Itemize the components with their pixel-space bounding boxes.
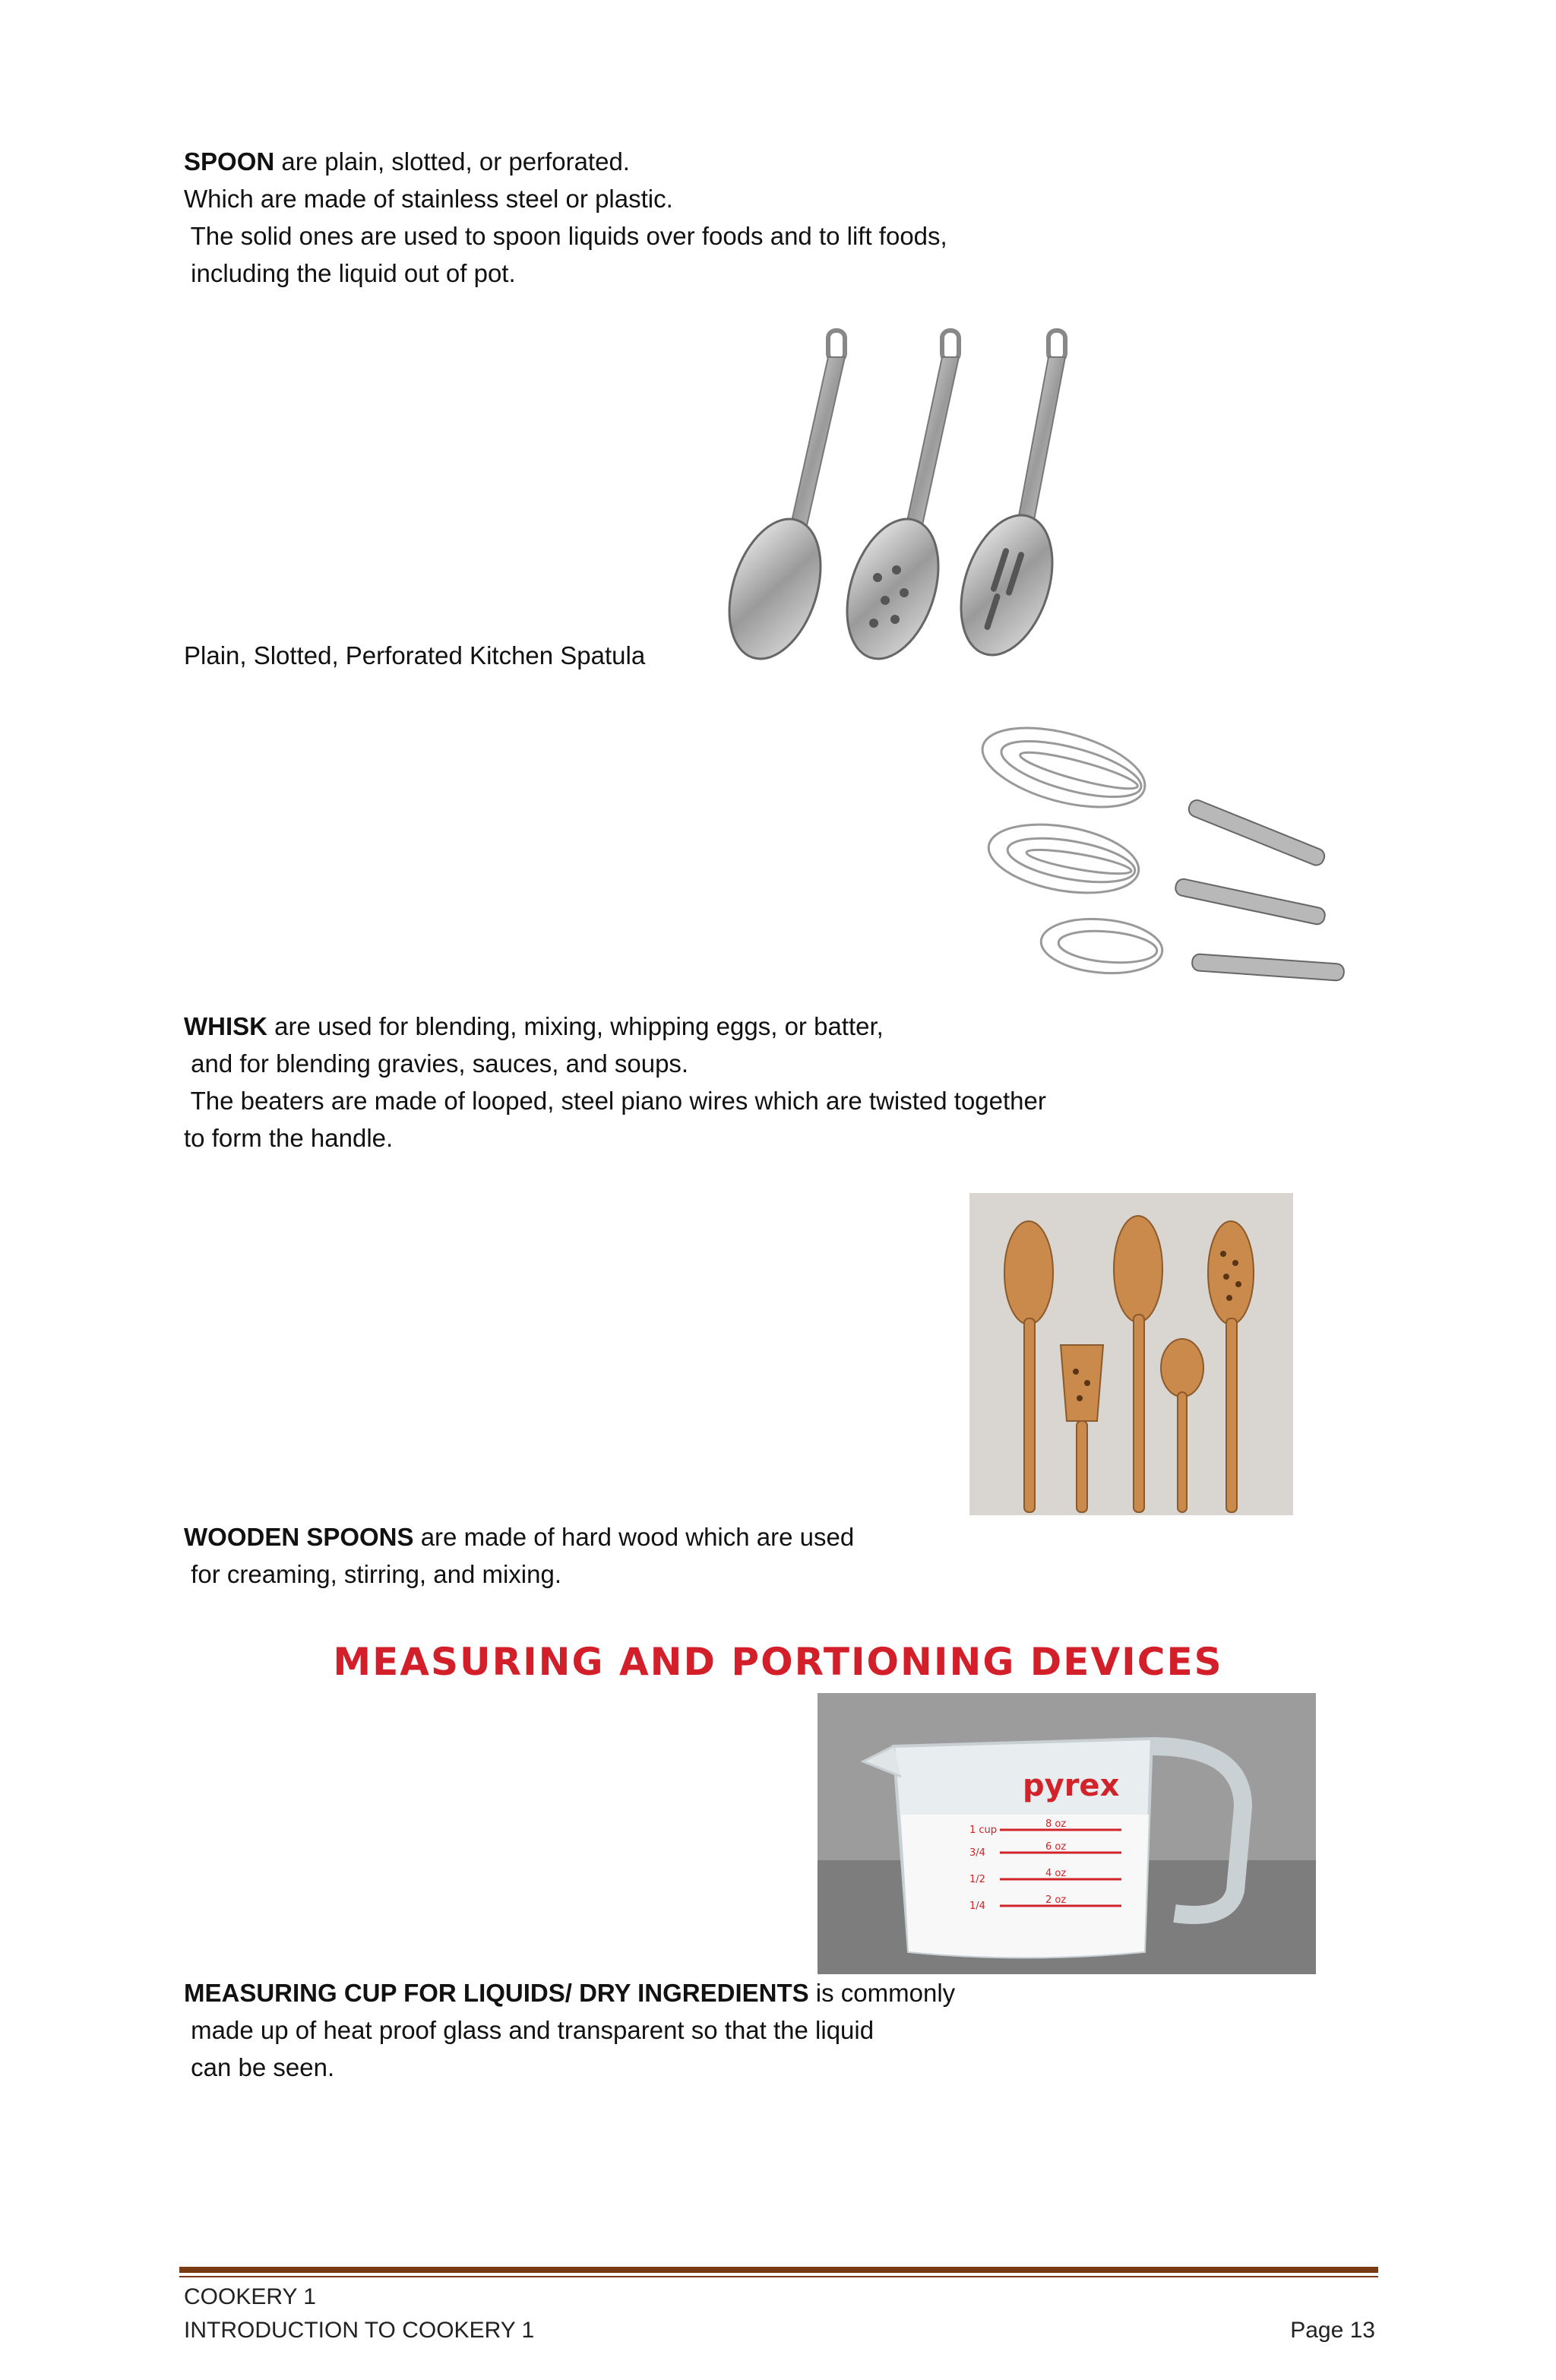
whisk-line-4: to form the handle.: [184, 1124, 394, 1152]
perforated-spoon: [944, 331, 1068, 666]
spoons-image: [714, 327, 1124, 669]
footer-rule-thin: [179, 2276, 1378, 2277]
spoon-line-4: including the liquid out of pot.: [184, 259, 516, 287]
grad-label-7: 4 oz: [1045, 1868, 1067, 1879]
whisk-line-3: The beaters are made of looped, steel piano wires which are twisted together: [184, 1087, 1046, 1115]
cup-line-2: made up of heat proof glass and transparent so that the liquid: [184, 2016, 874, 2044]
section-heading: MEASURING AND PORTIONING DEVICES: [333, 1640, 1223, 1684]
footer-rule: [179, 2267, 1378, 2273]
plain-spoon: [714, 331, 845, 669]
grad-label-3: 1/2: [969, 1874, 985, 1885]
wooden-line-1: [184, 1518, 854, 1556]
cup-line-3: can be seen.: [184, 2053, 335, 2081]
cup-line-1: [184, 1974, 955, 2011]
wooden-line-2: for creaming, stirring, and mixing.: [184, 1560, 562, 1588]
pyrex-brand: pyrex: [1023, 1768, 1120, 1803]
whisk-line-1-text: are used for blending, mixing, whipping eggs, or batter,: [267, 1012, 884, 1040]
spoon-line-1: [184, 143, 630, 180]
whisks-image: [980, 722, 1375, 995]
cup-term: MEASURING CUP FOR LIQUIDS/ DRY INGREDIENTS: [184, 1979, 809, 2007]
spoon-line-3: The solid ones are used to spoon liquids over foods and to lift foods,: [184, 222, 947, 250]
grad-label-1: 1 cup: [969, 1825, 998, 1836]
wooden-term: WOODEN SPOONS: [184, 1523, 414, 1551]
grad-label-6: 6 oz: [1045, 1841, 1067, 1853]
page-number: Page 13: [1290, 2318, 1375, 2343]
grad-label-5: 8 oz: [1045, 1818, 1067, 1830]
cup-line-1-text: is commonly: [808, 1979, 956, 2007]
measuring-cup-image: [818, 1693, 1316, 1974]
grad-label-2: 3/4: [969, 1847, 985, 1859]
grad-label-4: 1/4: [969, 1901, 985, 1912]
whisk-term: WHISK: [184, 1012, 267, 1040]
spoon-line-1-text: are plain, slotted, or perforated.: [274, 147, 630, 176]
wooden-spoons-image: [969, 1193, 1293, 1515]
footer-line-1: COOKERY 1: [184, 2284, 316, 2309]
whisk-line-2: and for blending gravies, sauces, and soups.: [184, 1049, 689, 1078]
wooden-line-1-text: are made of hard wood which are used: [413, 1523, 855, 1551]
spoon-caption: Plain, Slotted, Perforated Kitchen Spatula: [184, 641, 646, 669]
spoon-term: SPOON: [184, 147, 275, 176]
spoon-line-2: Which are made of stainless steel or plastic.: [184, 185, 673, 213]
slotted-spoon: [830, 331, 959, 669]
grad-label-8: 2 oz: [1045, 1894, 1067, 1906]
footer-line-2: INTRODUCTION TO COOKERY 1: [184, 2318, 535, 2343]
whisk-line-1: [184, 1008, 884, 1045]
